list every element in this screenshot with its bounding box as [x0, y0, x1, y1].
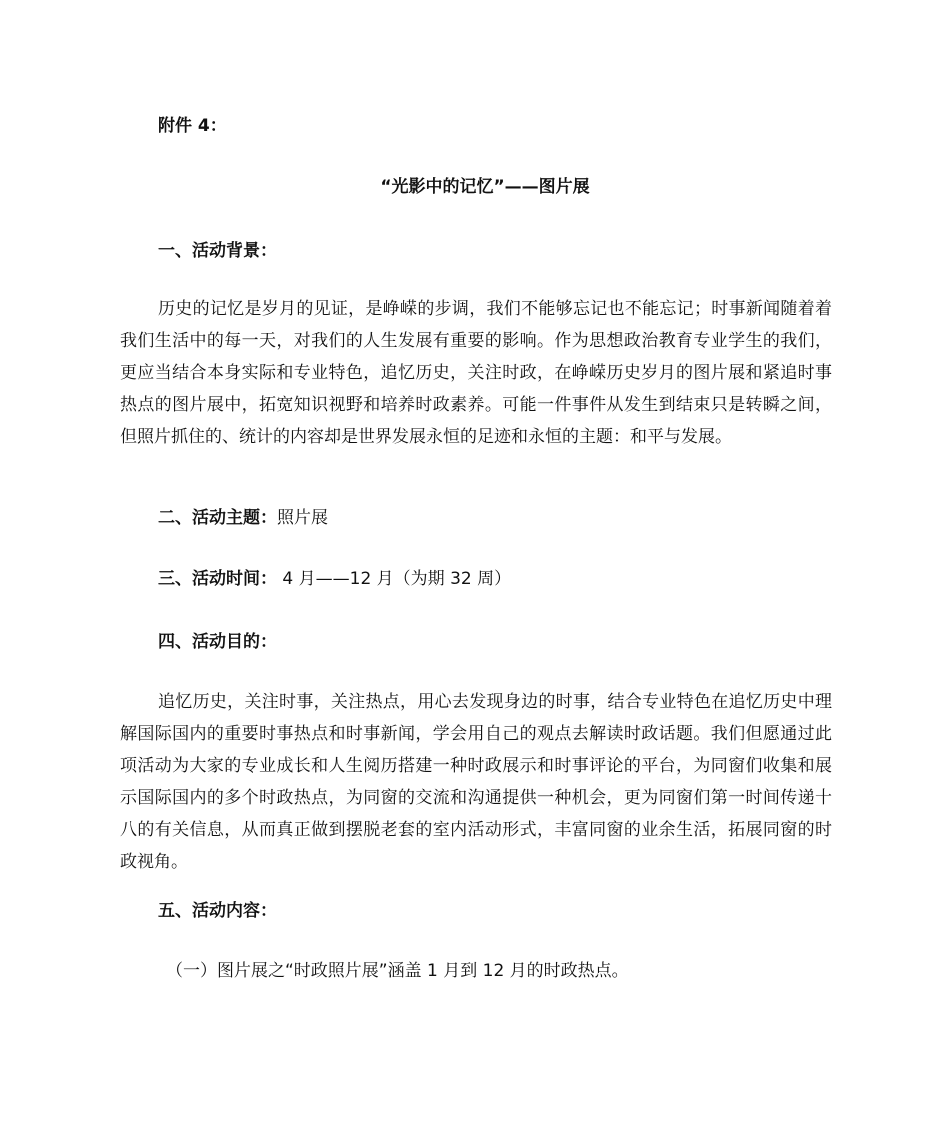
section-time-heading: 三、活动时间： [158, 569, 277, 589]
purpose-paragraph: 追忆历史，关注时事，关注热点，用心去发现身边的时事，结合专业特色在追忆历史中理解国际国内的重要时事热点和时事新闻，学会用自己的观点去解读时政话题。我们但愿通过此项活动为大家的专业成长和人生阅历搭建一种时政展示和时事评论的平台，为同窗们收集和展示国际国内的多个时政热点，为同窗的交流和沟通提供一种机会，更为同窗们第一时间传递十八的有关信息，从而真正做到摆脱老套的室内活动形式，丰富同窗的业余生活，拓展同窗的时政视角。 [120, 692, 832, 872]
section-theme-heading: 二、活动主题： [158, 508, 277, 528]
content-item-1: （一）图片展之“时政照片展”涵盖 1 月到 12 月的时政热点。 [166, 961, 629, 981]
section-time-value: 4 月——12 月（为期 32 周） [277, 569, 512, 589]
section-time [158, 568, 511, 590]
section-theme [158, 507, 328, 529]
attachment-label: 附件 4： [158, 116, 227, 136]
background-paragraph: 历史的记忆是岁月的见证，是峥嵘的步调，我们不能够忘记也不能忘记；时事新闻随着着我们生活中的每一天，对我们的人生发展有重要的影响。作为思想政治教育专业学生的我们，更应当结合本身实际和专业特色，追忆历史，关注时政，在峥嵘历史岁月的图片展和紧追时事热点的图片展中，拓宽知识视野和培养时政素养。可能一件事件从发生到结束只是转瞬之间，但照片抓住的、统计的内容却是世界发展永恒的足迹和永恒的主题：和平与发展。 [120, 299, 832, 447]
section-content-heading: 五、活动内容： [158, 901, 277, 921]
section-theme-value: 照片展 [277, 508, 328, 528]
document-title: “光影中的记忆”——图片展 [380, 177, 590, 197]
section-background-heading: 一、活动背景： [158, 241, 277, 261]
section-purpose-heading: 四、活动目的： [158, 632, 277, 652]
